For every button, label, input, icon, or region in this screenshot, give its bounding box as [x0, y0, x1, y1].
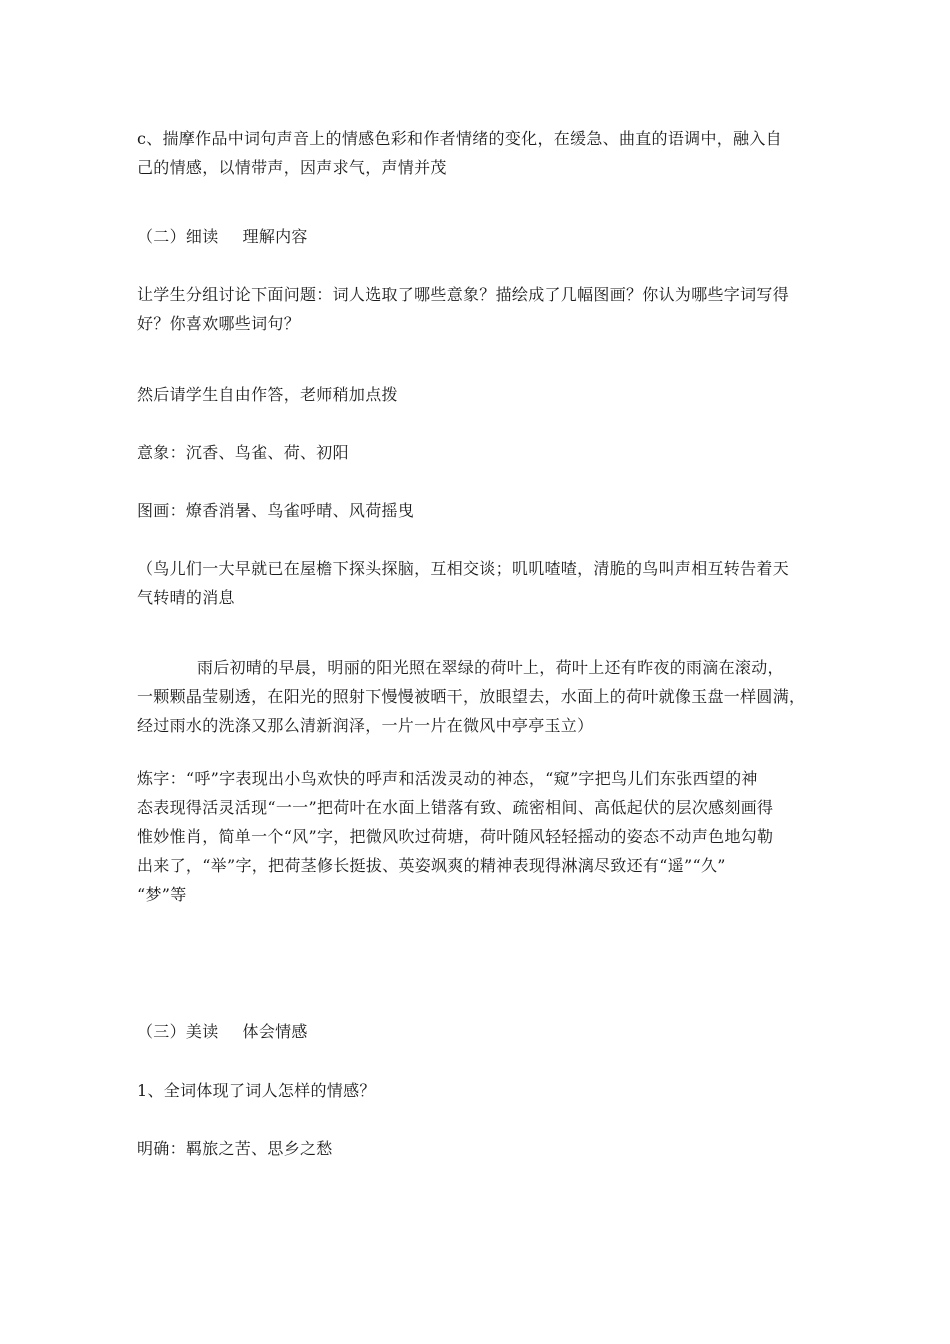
text-line: 出来了，“举”字，把荷茎修长挺拔、英姿飒爽的精神表现得淋漓尽致还有“遥”“久” — [137, 856, 726, 875]
text-line: 明确：羁旅之苦、思乡之愁 — [137, 1139, 333, 1158]
text-line: 1、全词体现了词人怎样的情感？ — [137, 1081, 376, 1100]
text-line: 态表现得活灵活现“一一”把荷叶在水面上错落有致、疏密相间、高低起伏的层次感刻画得 — [137, 798, 774, 817]
paragraph-answer-emotion — [137, 1134, 817, 1163]
section-title: 体会情感 — [242, 1022, 308, 1041]
section-title: 理解内容 — [242, 227, 308, 246]
section-heading-appreciative-reading — [137, 1017, 817, 1046]
text-line: 好？你喜欢哪些词句？ — [137, 314, 301, 333]
section-heading-close-reading — [137, 222, 817, 251]
text-line: 意象：沉香、鸟雀、荷、初阳 — [137, 443, 349, 462]
text-line: 让学生分组讨论下面问题：词人选取了哪些意象？描绘成了几幅图画？你认为哪些字词写得 — [137, 285, 790, 304]
paragraph-imagery — [137, 438, 817, 467]
text-line: 雨后初晴的早晨，明丽的阳光照在翠绿的荷叶上，荷叶上还有昨夜的雨滴在滚动， — [197, 658, 784, 677]
section-number: （三）美读 — [137, 1022, 219, 1041]
paragraph-question-emotion — [137, 1076, 817, 1105]
text-line: 图画：燎香消暑、鸟雀呼晴、风荷摇曳 — [137, 501, 415, 520]
text-line: 己的情感，以情带声，因声求气，声情并茂 — [137, 158, 447, 177]
paragraph-discussion-questions — [137, 280, 817, 338]
paragraph-birds-description — [137, 554, 817, 612]
text-line: 气转晴的消息 — [137, 588, 235, 607]
paragraph-recitation-tip — [137, 124, 817, 182]
text-line: （鸟儿们一大早就已在屋檐下探头探脑，互相交谈；叽叽喳喳，清脆的鸟叫声相互转告着天 — [137, 559, 790, 578]
paragraph-word-refinement — [137, 764, 817, 909]
text-line: 然后请学生自由作答，老师稍加点拨 — [137, 385, 398, 404]
paragraph-free-answer — [137, 380, 817, 409]
paragraph-lotus-description — [137, 653, 817, 740]
paragraph-pictures — [137, 496, 817, 525]
text-line: 炼字：“呼”字表现出小鸟欢快的呼声和活泼灵动的神态，“窥”字把鸟儿们东张西望的神 — [137, 769, 758, 788]
text-line: 惟妙惟肖，简单一个“风”字，把微风吹过荷塘，荷叶随风轻轻摇动的姿态不动声色地勾勒 — [137, 827, 774, 846]
text-line: c、揣摩作品中词句声音上的情感色彩和作者情绪的变化，在缓急、曲直的语调中，融入自 — [137, 129, 782, 148]
text-line: 经过雨水的洗涤又那么清新润泽，一片一片在微风中亭亭玉立） — [137, 716, 594, 735]
text-line: 一颗颗晶莹剔透，在阳光的照射下慢慢被晒干，放眼望去，水面上的荷叶就像玉盘一样圆满， — [137, 687, 806, 706]
text-line: “梦”等 — [137, 885, 187, 904]
section-number: （二）细读 — [137, 227, 219, 246]
